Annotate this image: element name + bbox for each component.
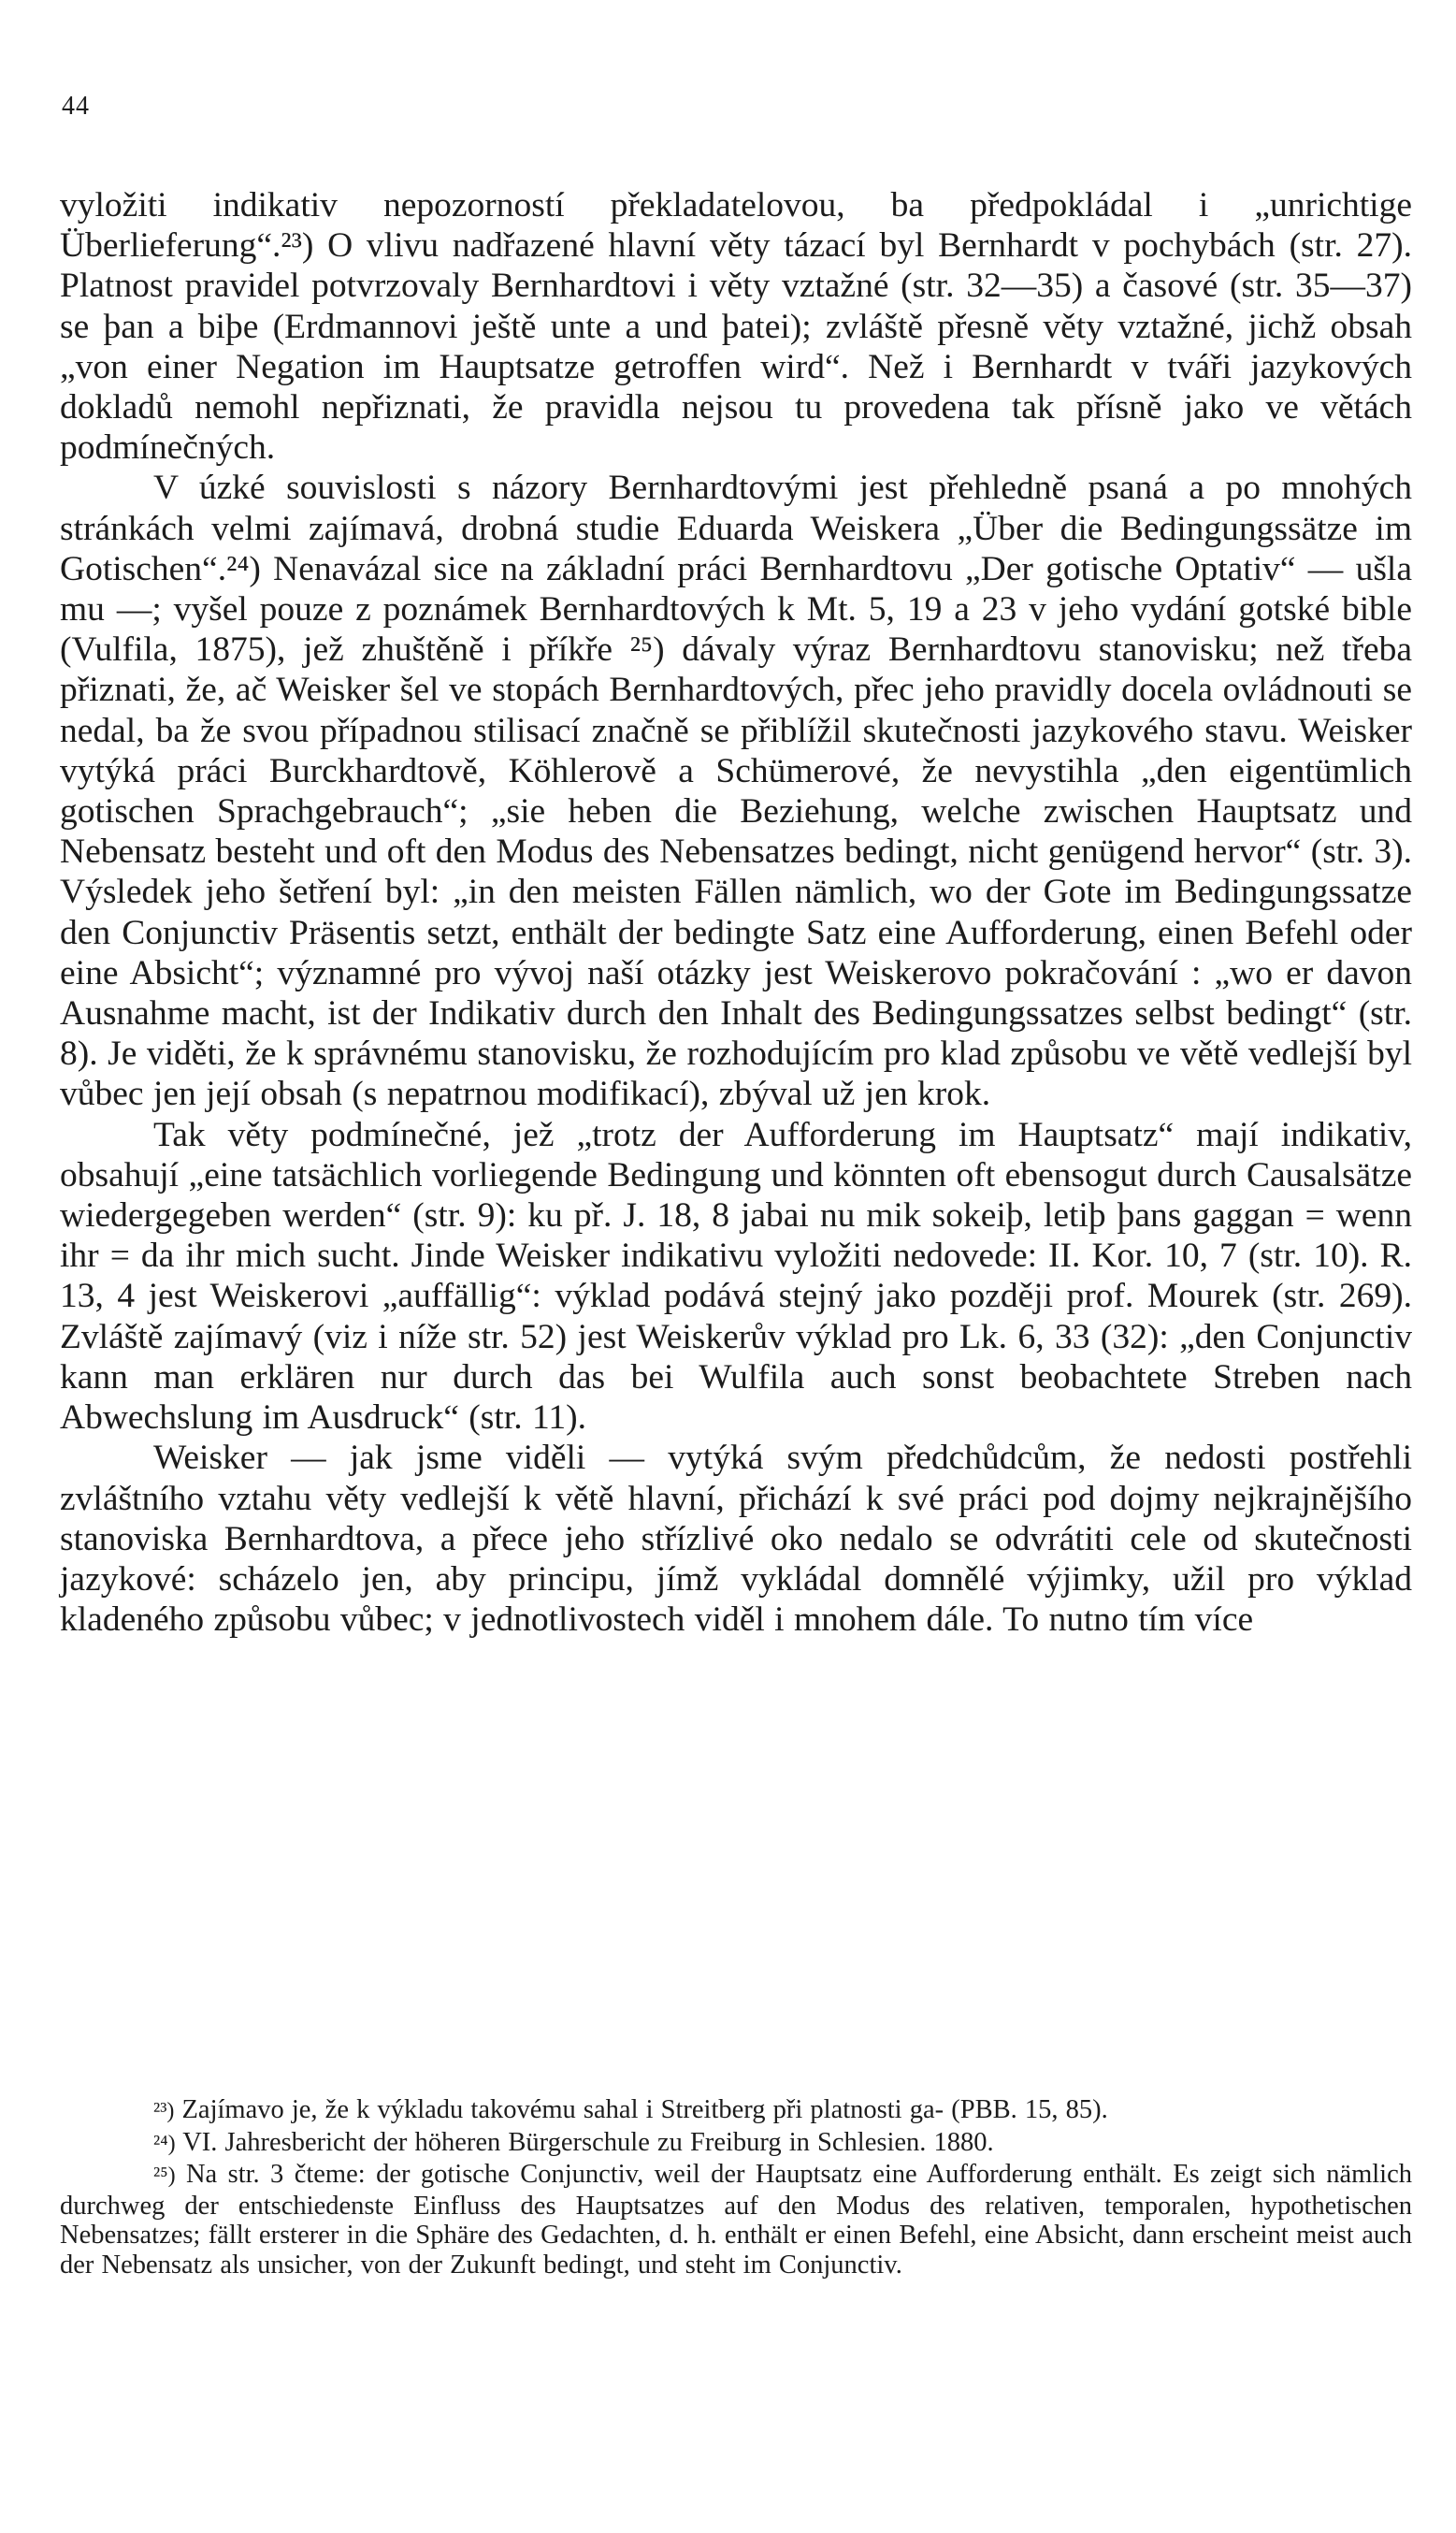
paragraph-3: Tak věty podmínečné, jež „trotz der Aufforderung im Hauptsatz“ mají indikativ, obsahují „eine tatsächlich vorliegende Bedingung und könnten oft ebensogut durch Causalsätze wiedergegeben werden“ (str. 9): ku př. J. 18, 8 jabai nu mik sokeiþ, letiþ þans gaggan = wenn ihr = da ihr mich sucht. Jinde Weisker indikativu vyložiti nedovede: II. Kor. 10, 7 (str. 10). R. 13, 4 jest Weiskerovi „auffällig“: výklad podává stejný jako později prof. Mourek (str. 269). Zvláště zajímavý (viz i níže str. 52) jest Weiskerův výklad pro Lk. 6, 33 (32): „den Conjunctiv kann man erklären nur durch das bei Wulfila auch sonst beobachtete Streben nach Abwechslung im Ausdruck“ (str. 11). (60, 1115, 1412, 1438)
footnotes (60, 2095, 1412, 2280)
footnote-24 (60, 2128, 1412, 2160)
footnote-23 (60, 2095, 1412, 2127)
footnote-text: VI. Jahresbericht der höheren Bürgerschule zu Freiburg in Schlesien. 1880. (182, 2127, 994, 2157)
footnote-text: Zajímavo je, že k výkladu takovému sahal i Streitberg při platnosti ga- (PBB. 15, 85). (181, 2095, 1108, 2124)
paragraph-4: Weisker — jak jsme viděli — vytýká svým předchůdcům, že nedosti postřehli zvláštního vztahu věty vedlejší k větě hlavní, přichází k své práci pod dojmy nejkrajnějšího stanoviska Bernhardtova, a přece jeho střízlivé oko nedalo se odvrátiti cele od skutečnosti jazykové: scházelo jen, aby principu, jímž vykládal domnělé výjimky, užil pro výklad kladeného způsobu vůbec; v jednotlivostech viděl i mnohem dále. To nutno tím více (60, 1439, 1412, 1640)
paragraph-1: vyložiti indikativ nepozorností překladatelovou, ba předpokládal i „unrichtige Überlieferung“.²³) O vlivu nadřazené hlavní věty tázací byl Bernhardt v pochybách (str. 27). Platnost pravidel potvrzovaly Bernhardtovi i věty vztažné (str. 32—35) a časové (str. 35—37) se þan a biþe (Erdmannovi ještě unte a und þatei); zvláště přesně věty vztažné, jichž obsah „von einer Negation im Hauptsatze getroffen wird“. Než i Bernhardt v tváři jazykových dokladů nemohl nepřiznati, že pravidla nejsou tu provedena tak přísně jako ve větách podmínečných. (60, 186, 1412, 468)
paragraph-2: V úzké souvislosti s názory Bernhardtovými jest přehledně psaná a po mnohých stránkách velmi zajímavá, drobná studie Eduarda Weiskera „Über die Bedingungssätze im Gotischen“.²⁴) Nenavázal sice na základní práci Bernhardtovu „Der gotische Optativ“ — ušla mu —; vyšel pouze z poznámek Bernhardtových k Mt. 5, 19 a 23 v jeho vydání gotské bible (Vulfila, 1875), jež zhuštěně i příkře ²⁵) dávaly výraz Bernhardtovu stanovisku; než třeba přiznati, že, ač Weisker šel ve stopách Bernhardtových, přec jeho pravidly docela ovládnouti se nedal, ba že svou případnou stilisací značně se přiblížil skutečnosti jazykového stavu. Weisker vytýká práci Burckhardtově, Köhlerově a Schümerové, že nevystihla „den eigentümlich gotischen Sprachgebrauch“; „sie heben die Beziehung, welche zwischen Hauptsatz und Nebensatz besteht und oft den Modus des Nebensatzes bedingt, nicht genügend hervor“ (str. 3). Výsledek jeho šetření byl: „in den meisten Fällen nämlich, wo der Gote im Bedingungssatze den Conjunctiv Präsentis setzt, enthält der bedingte Satz eine Aufforderung, einen Befehl oder eine Absicht“; významné pro vývoj naší otázky jest Weiskerovo pokračování : „wo er davon Ausnahme macht, ist der Indikativ durch den Inhalt des Bedingungssatzes selbst bedingt“ (str. 8). Je viděti, že k správnému stanovisku, že rozhodujícím pro klad způsobu ve větě vedlejší byl vůbec jen její obsah (s nepatrnou modifikací), zbýval už jen krok. (60, 469, 1412, 1114)
footnote-number: ²⁴) (153, 2131, 176, 2156)
footnote-number: ²⁵) (153, 2164, 176, 2188)
body-text (60, 185, 1412, 1640)
footnote-text: Na str. 3 čteme: der gotische Conjunctiv, weil der Hauptsatz eine Aufforderung enthält. Es zeigt sich nämlich durchweg der entschiedenste Einfluss des Hauptsatzes auf den Modus des relativen, temporalen, hypothetischen Nebensatzes; fällt ersterer in die Sphäre des Gedachten, d. h. enthält er einen Befehl, eine Absicht, dann erscheint meist auch der Nebensatz als unsicher, von der Zukunft bedingt, und steht im Conjunctiv. (60, 2160, 1413, 2280)
page-number: 44 (62, 92, 90, 121)
footnote-25 (60, 2160, 1412, 2280)
footnote-number: ²³) (153, 2099, 175, 2123)
